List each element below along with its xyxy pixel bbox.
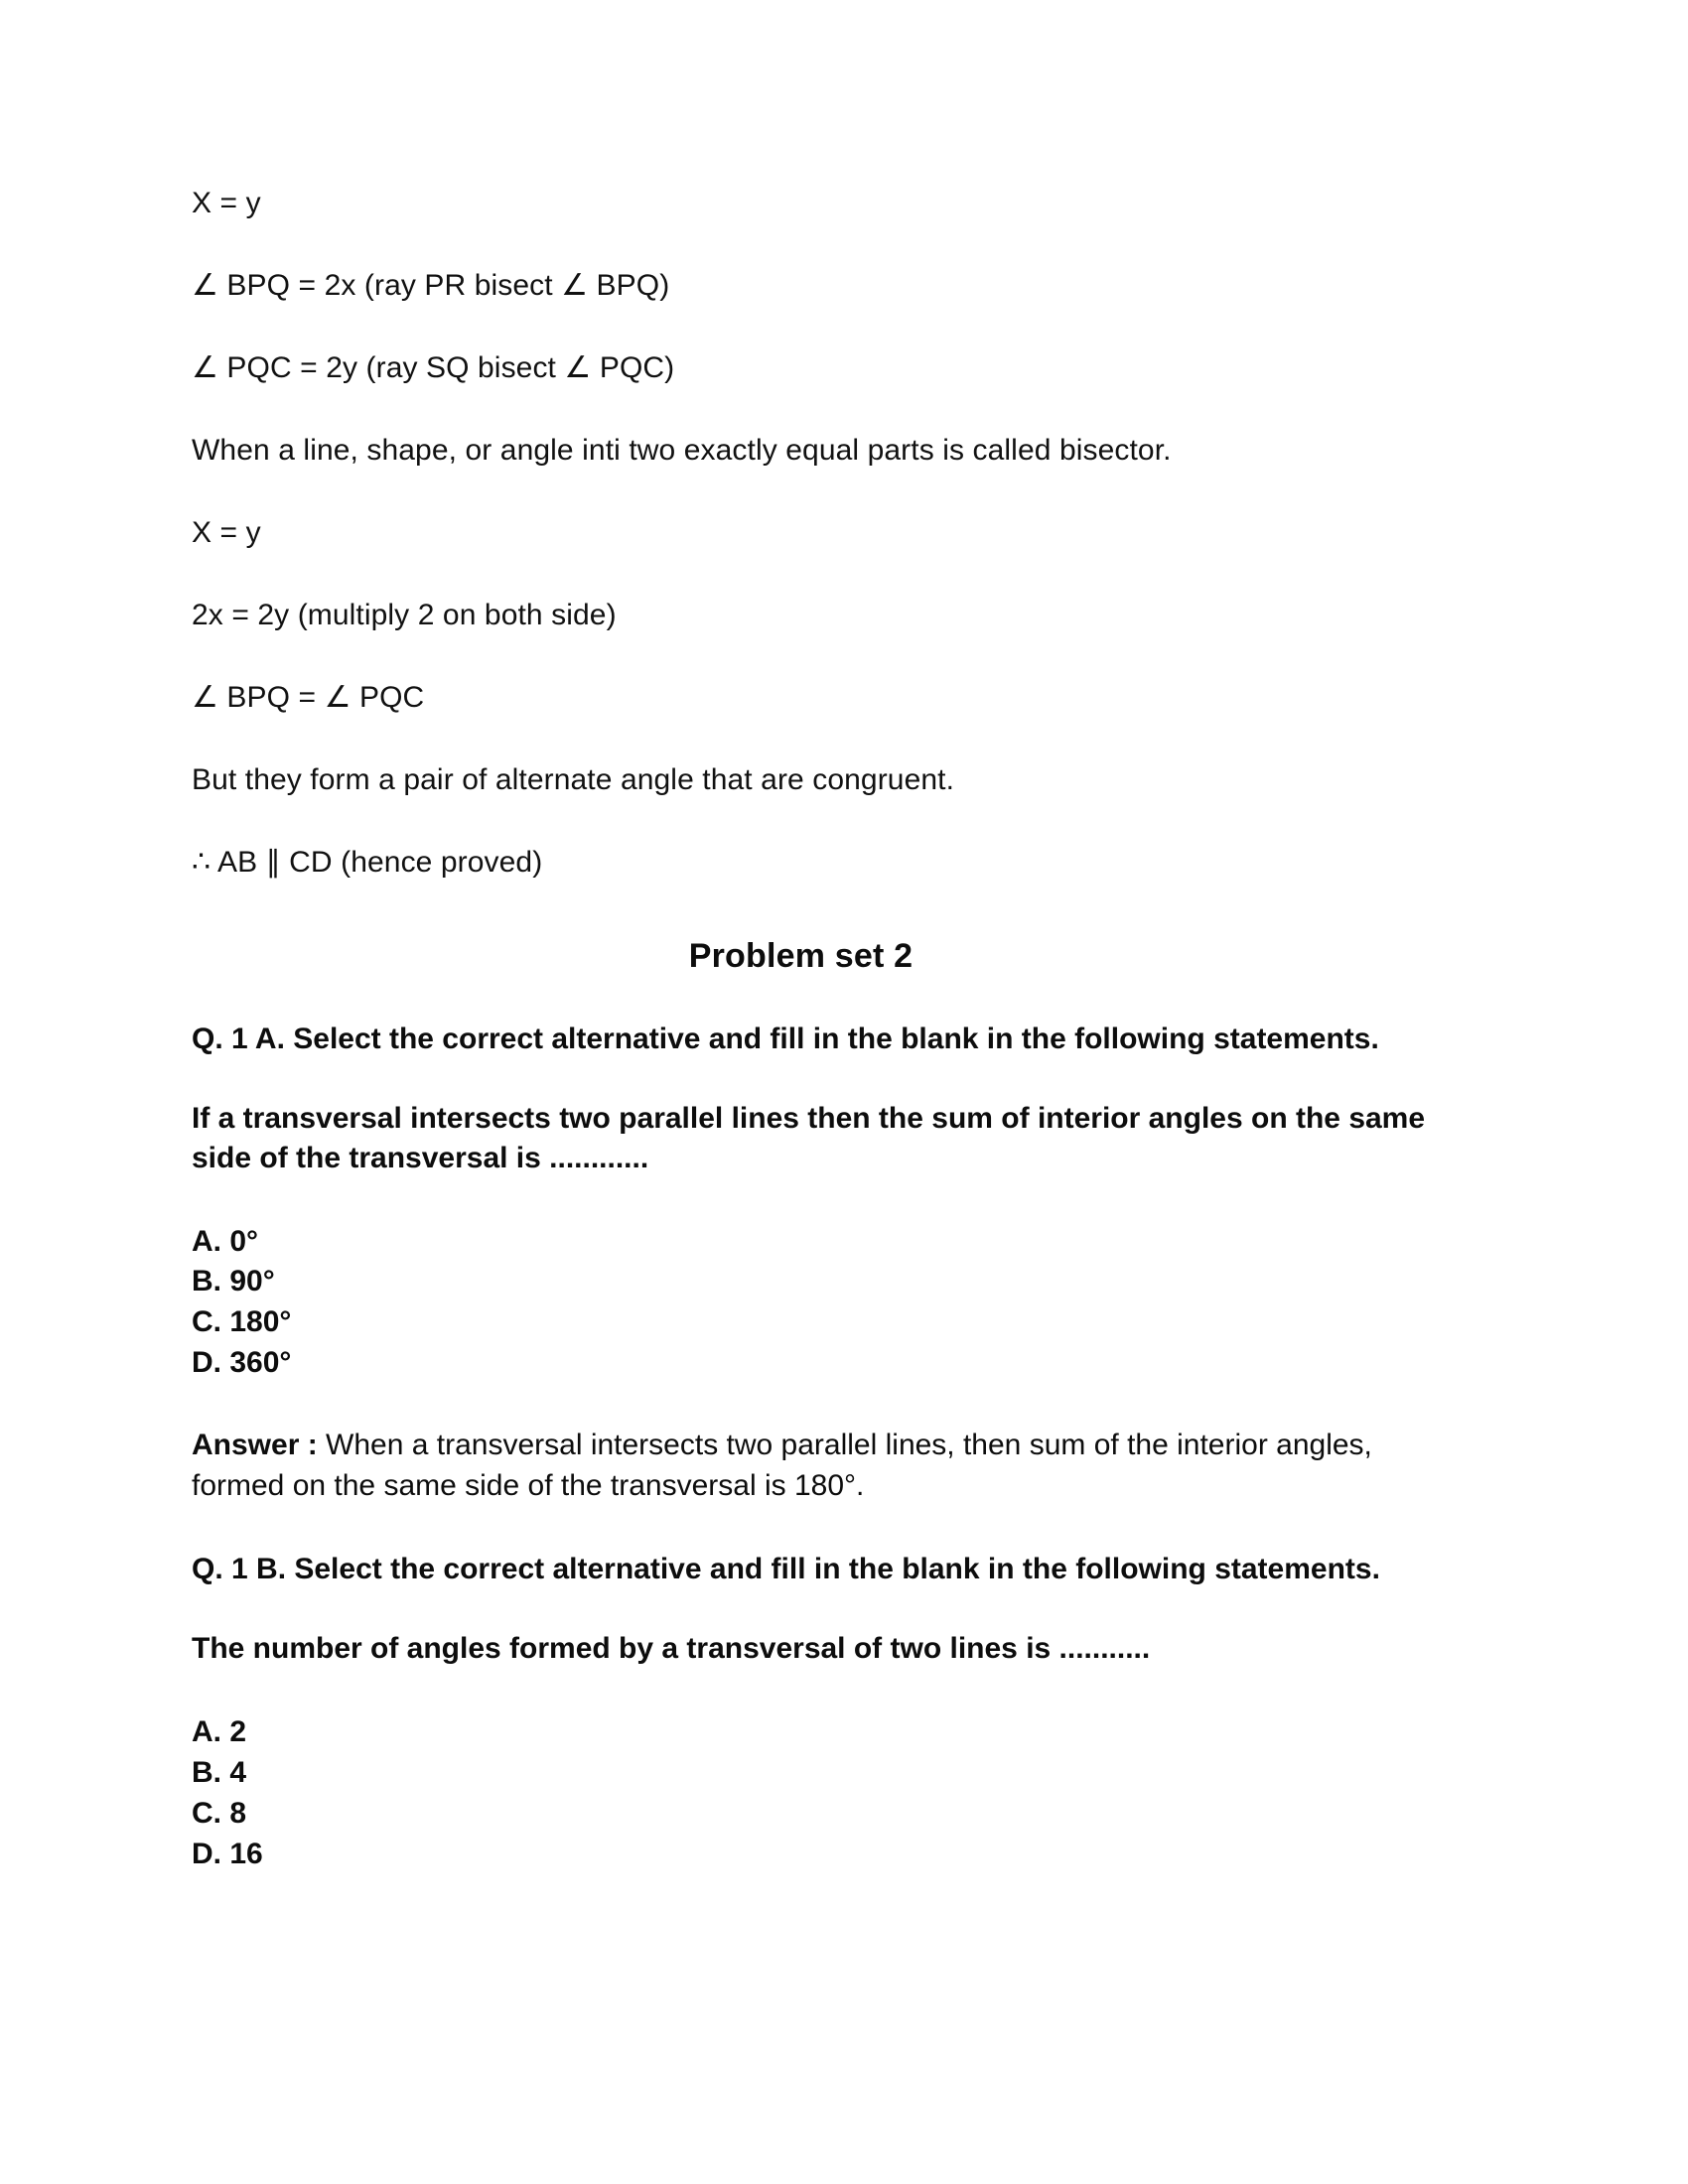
answer-label: Answer : xyxy=(192,1428,318,1461)
question-1a-statement: If a transversal intersects two parallel lines then the sum of interior angles on the same side of the transversal is ............ xyxy=(192,1101,1426,1174)
question-1b-statement: The number of angles formed by a transversal of two lines is ........... xyxy=(192,1632,1151,1666)
proof-line-3: ∠ PQC = 2y (ray SQ bisect ∠ PQC) xyxy=(192,351,675,384)
proof-line-1: X = y xyxy=(192,187,261,219)
proof-line-6: 2x = 2y (multiply 2 on both side) xyxy=(192,599,617,631)
question-1a-answer xyxy=(192,1426,1473,1507)
option-1a-a[interactable]: A. 0° xyxy=(192,1224,259,1258)
proof-line-5: X = y xyxy=(192,516,261,549)
proof-line-2: ∠ BPQ = 2x (ray PR bisect ∠ BPQ) xyxy=(192,269,670,302)
answer-text: When a transversal intersects two parallel lines, then sum of the interior angles, formed on the same side of the transversal is 180°. xyxy=(192,1428,1372,1502)
option-1a-c[interactable]: C. 180° xyxy=(192,1305,292,1339)
option-1b-b[interactable]: B. 4 xyxy=(192,1756,247,1790)
proof-line-4: When a line, shape, or angle inti two exactly equal parts is called bisector. xyxy=(192,434,1172,467)
proof-line-7: ∠ BPQ = ∠ PQC xyxy=(192,681,425,714)
question-1a-prompt: Q. 1 A. Select the correct alternative and fill in the blank in the following statements. xyxy=(192,1023,1379,1055)
question-1b-prompt: Q. 1 B. Select the correct alternative and fill in the blank in the following statements. xyxy=(192,1553,1380,1586)
option-1b-c[interactable]: C. 8 xyxy=(192,1796,247,1830)
proof-line-8: But they form a pair of alternate angle that are congruent. xyxy=(192,763,955,796)
option-1a-b[interactable]: B. 90° xyxy=(192,1265,275,1298)
question-1b-options xyxy=(192,1712,1489,1874)
proof-line-9: ∴ AB ∥ CD (hence proved) xyxy=(192,846,543,879)
option-1b-a[interactable]: A. 2 xyxy=(192,1715,247,1749)
option-1b-d[interactable]: D. 16 xyxy=(192,1837,263,1870)
option-1a-d[interactable]: D. 360° xyxy=(192,1346,292,1380)
question-1a-options xyxy=(192,1222,1489,1384)
section-heading: Problem set 2 xyxy=(688,937,914,975)
